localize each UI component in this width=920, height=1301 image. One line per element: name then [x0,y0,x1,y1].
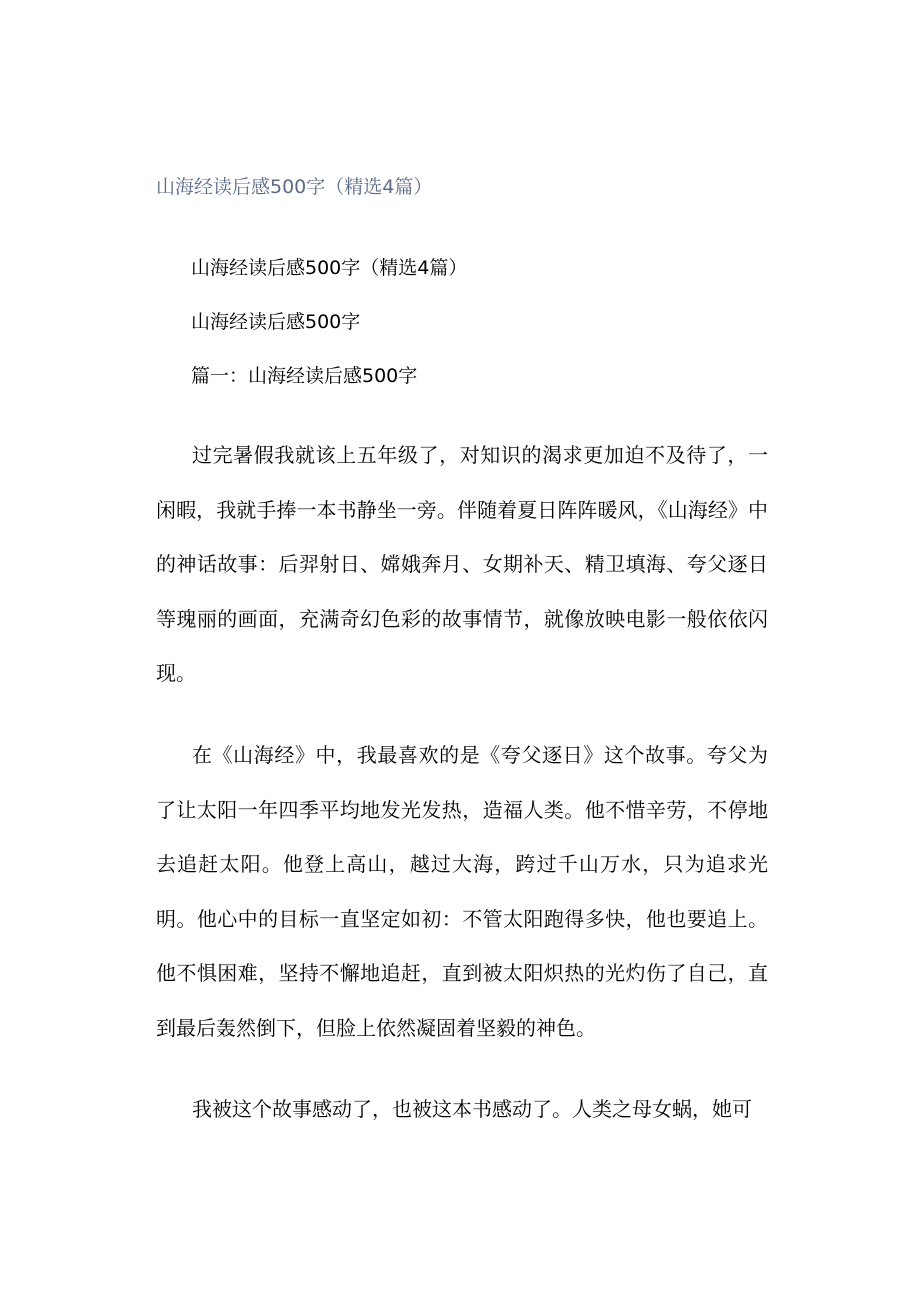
chapter-heading: 篇一：山海经读后感500字 [191,365,418,387]
paragraph-1: 过完暑假我就该上五年级了，对知识的渴求更加迫不及待了，一闲暇，我就手捧一本书静坐一旁。伴随着夏日阵阵暖风，《山海经》中的神话故事：后羿射日、嫦娥奔月、女期补天、精卫填海、夸父逐日等瑰丽的画面，充满奇幻色彩的故事情节，就像放映电影一般依依闪现。 [156,443,768,685]
article-subheading: 山海经读后感500字 [191,311,361,333]
paragraph-3: 我被这个故事感动了，也被这本书感动了。人类之母女蜗，她可 [192,1097,752,1121]
article-heading: 山海经读后感500字（精选4篇） [191,257,468,279]
paragraph-2: 在《山海经》中，我最喜欢的是《夸父逐日》这个故事。夸父为了让太阳一年四季平均地发光发热，造福人类。他不惜辛劳，不停地去追赶太阳。他登上高山，越过大海，跨过千山万水，只为追求光明。他心中的目标一直坚定如初：不管太阳跑得多快，他也要追上。他不惧困难，坚持不懈地追赶，直到被太阳炽热的光灼伤了自己，直到最后轰然倒下，但脸上依然凝固着坚毅的神色。 [156,743,768,1040]
document-title: 山海经读后感500字（精选4篇） [156,176,433,198]
